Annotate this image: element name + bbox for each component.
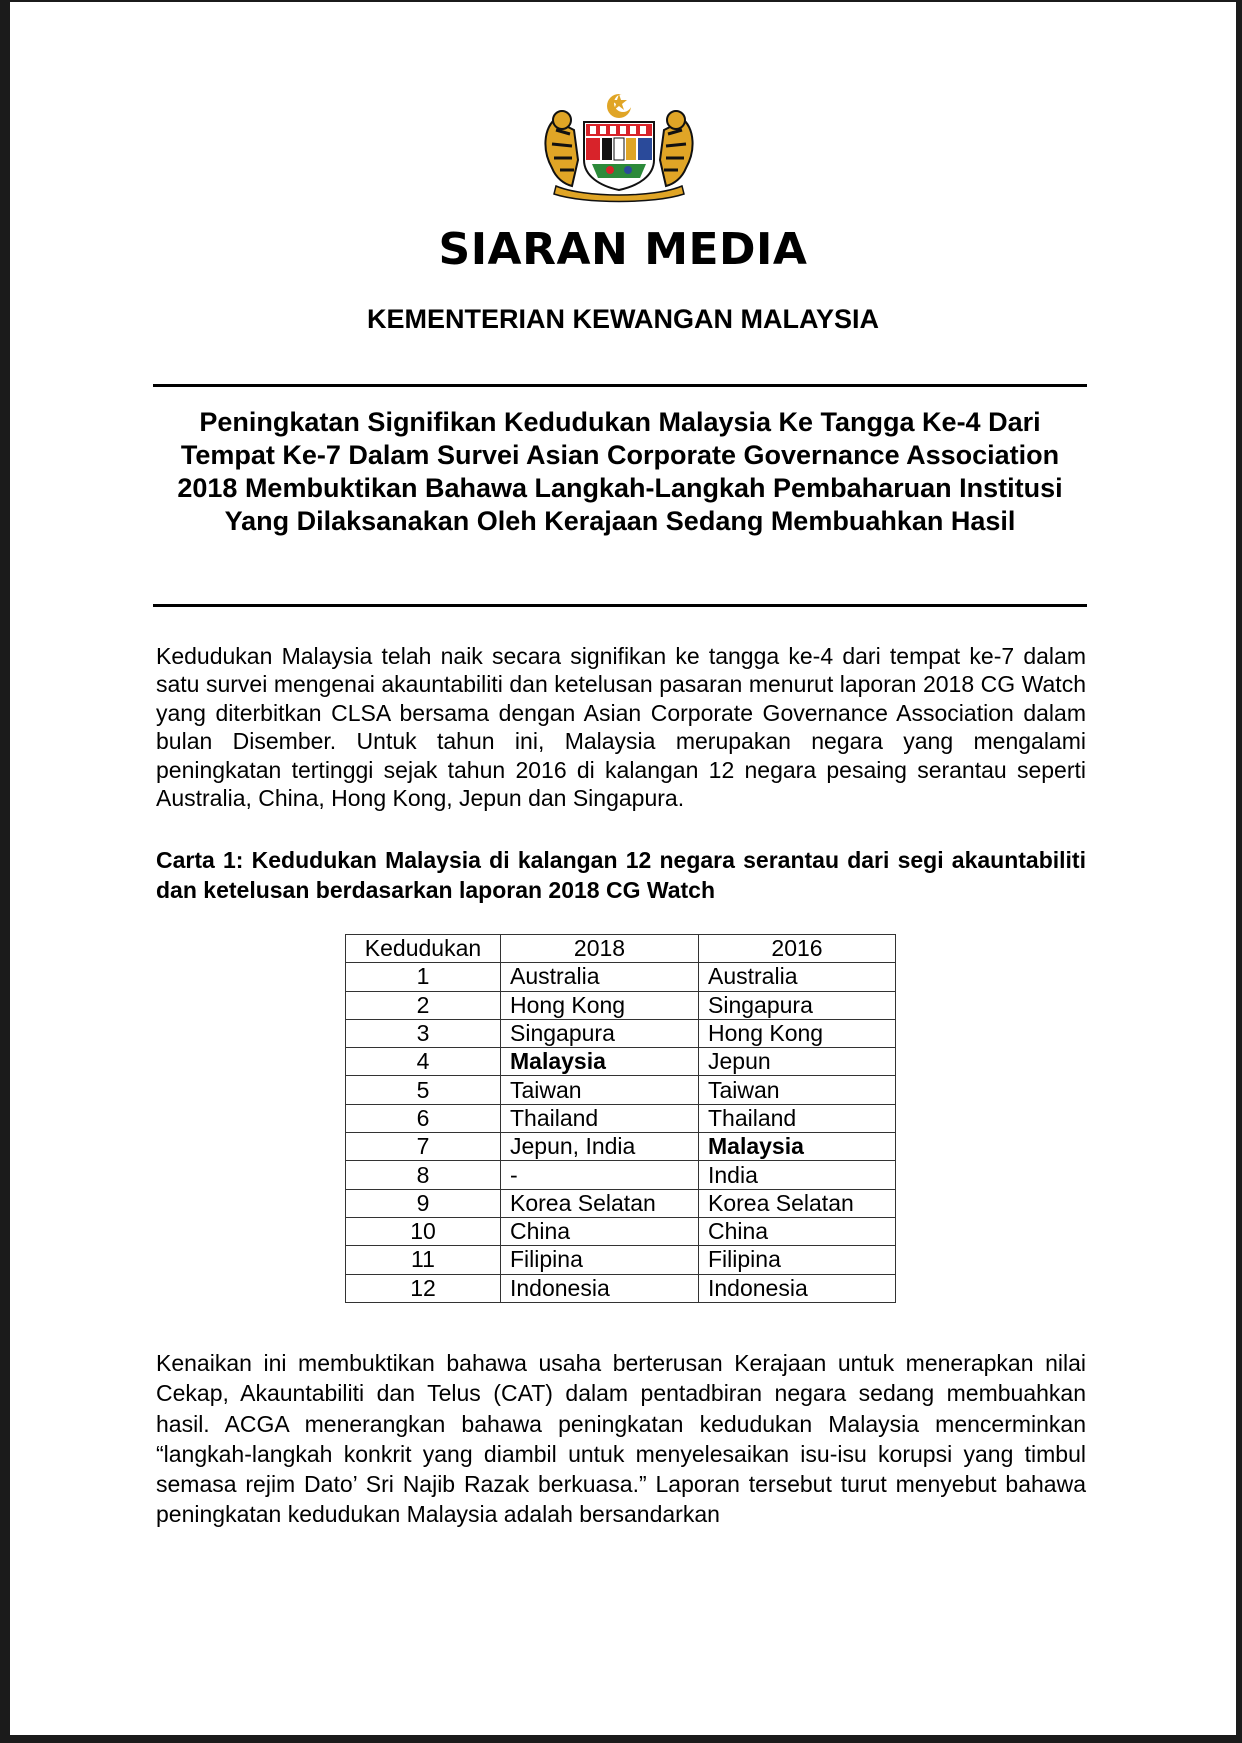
country-2016-cell: Singapura: [699, 991, 896, 1019]
table-row: [346, 1019, 896, 1047]
country-2016-cell: Thailand: [699, 1104, 896, 1132]
rank-cell: 7: [346, 1133, 501, 1161]
country-2018-cell: Hong Kong: [501, 991, 699, 1019]
country-2016-cell: Hong Kong: [699, 1019, 896, 1047]
country-2016-cell: Jepun: [699, 1048, 896, 1076]
headline: Peningkatan Signifikan Kedudukan Malaysia Ke Tangga Ke-4 Dari Tempat Ke-7 Dalam Survei Asian Corporate Governance Association 2018 Membuktikan Bahawa Langkah-Langkah Pembaharuan Institusi Yang Dilaksanakan Oleh Kerajaan Sedang Membuahkan Hasil: [177, 407, 1063, 536]
table-row: [346, 963, 896, 991]
table-row: [346, 1161, 896, 1189]
country-2018-cell: -: [501, 1161, 699, 1189]
rank-cell: 6: [346, 1104, 501, 1132]
country-2016-cell: Malaysia: [699, 1133, 896, 1161]
table-header-row: [346, 935, 896, 963]
country-2018-cell: Jepun, India: [501, 1133, 699, 1161]
country-2018-cell: Taiwan: [501, 1076, 699, 1104]
table-row: [346, 1048, 896, 1076]
country-2016-cell: India: [699, 1161, 896, 1189]
table-row: [346, 1076, 896, 1104]
rank-cell: 5: [346, 1076, 501, 1104]
rank-cell: 2: [346, 991, 501, 1019]
coat-of-arms-icon: [534, 90, 704, 204]
paragraph-conclusion: Kenaikan ini membuktikan bahawa usaha berterusan Kerajaan untuk menerapkan nilai Cekap, Akauntabiliti dan Telus (CAT) dalam pentadbiran negara sedang membuahkan hasil. ACGA menerangkan bahawa peningkatan kedudukan Malaysia mencerminkan “langkah-langkah konkrit yang diambil untuk menyelesaikan isu-isu korupsi yang timbul semasa rejim Dato’ Sri Najib Razak berkuasa.” Laporan tersebut turut menyebut bahawa peningkatan kedudukan Malaysia adalah bersandarkan: [156, 1350, 1086, 1528]
country-2018-cell: Singapura: [501, 1019, 699, 1047]
page-title: SIARAN MEDIA: [438, 224, 808, 275]
country-2016-cell: Indonesia: [699, 1274, 896, 1302]
rank-cell: 9: [346, 1189, 501, 1217]
rank-cell: 4: [346, 1048, 501, 1076]
rank-cell: 10: [346, 1217, 501, 1245]
table-row: [346, 1104, 896, 1132]
country-2018-cell: Australia: [501, 963, 699, 991]
rank-cell: 1: [346, 963, 501, 991]
table-row: [346, 1189, 896, 1217]
country-2016-cell: China: [699, 1217, 896, 1245]
document-page: [10, 2, 1236, 1735]
country-2018-cell: Filipina: [501, 1246, 699, 1274]
chart-caption: Carta 1: Kedudukan Malaysia di kalangan 12 negara serantau dari segi akauntabiliti dan ketelusan berdasarkan laporan 2018 CG Watch: [156, 847, 1086, 903]
divider-top: [153, 384, 1087, 387]
country-2018-cell: Indonesia: [501, 1274, 699, 1302]
country-2016-cell: Australia: [699, 963, 896, 991]
table-row: [346, 1217, 896, 1245]
rank-cell: 3: [346, 1019, 501, 1047]
country-2018-cell: Malaysia: [501, 1048, 699, 1076]
country-2018-cell: China: [501, 1217, 699, 1245]
divider-bottom: [153, 604, 1087, 607]
rank-cell: 12: [346, 1274, 501, 1302]
table-row: [346, 991, 896, 1019]
country-2018-cell: Korea Selatan: [501, 1189, 699, 1217]
rank-cell: 11: [346, 1246, 501, 1274]
header-2016: 2016: [699, 935, 896, 963]
table-row: [346, 1246, 896, 1274]
table-row: [346, 1274, 896, 1302]
country-2018-cell: Thailand: [501, 1104, 699, 1132]
header-rank: Kedudukan: [346, 935, 501, 963]
rank-cell: 8: [346, 1161, 501, 1189]
header-2018: 2018: [501, 935, 699, 963]
ministry-name: KEMENTERIAN KEWANGAN MALAYSIA: [366, 304, 880, 334]
country-2016-cell: Filipina: [699, 1246, 896, 1274]
ranking-table: [345, 934, 896, 1303]
paragraph-intro: Kedudukan Malaysia telah naik secara signifikan ke tangga ke-4 dari tempat ke-7 dalam satu survei mengenai akauntabiliti dan ketelusan pasaran menurut laporan 2018 CG Watch yang diterbitkan CLSA bersama dengan Asian Corporate Governance Association dalam bulan Disember. Untuk tahun ini, Malaysia merupakan negara yang mengalami peningkatan tertinggi sejak tahun 2016 di kalangan 12 negara pesaing serantau seperti Australia, China, Hong Kong, Jepun dan Singapura.: [156, 643, 1086, 812]
country-2016-cell: Korea Selatan: [699, 1189, 896, 1217]
country-2016-cell: Taiwan: [699, 1076, 896, 1104]
table-row: [346, 1133, 896, 1161]
